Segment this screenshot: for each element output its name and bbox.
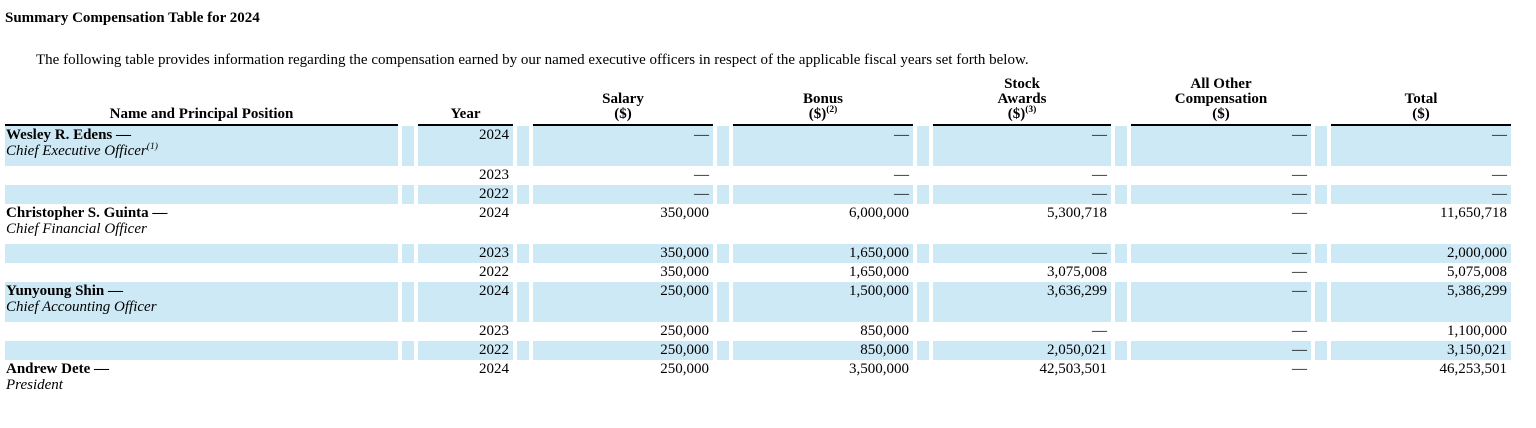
year-cell: 2023 bbox=[418, 244, 513, 263]
spacer-cell bbox=[917, 322, 929, 341]
spacer-cell bbox=[1115, 77, 1127, 126]
salary-cell: — bbox=[694, 167, 709, 183]
spacer-cell bbox=[1315, 360, 1327, 400]
exec-name-cell bbox=[5, 166, 398, 185]
all-other-compensation-cell: — bbox=[1292, 264, 1307, 280]
table-header-row bbox=[5, 77, 1511, 126]
spacer-cell bbox=[1115, 360, 1127, 400]
exec-name: Christopher S. Guinta — bbox=[6, 205, 168, 221]
table-row bbox=[5, 282, 1511, 322]
spacer-cell bbox=[1315, 185, 1327, 204]
spacer-cell bbox=[402, 341, 414, 360]
spacer-cell bbox=[1115, 166, 1127, 185]
spacer-cell bbox=[1315, 126, 1327, 166]
spacer-cell bbox=[402, 166, 414, 185]
exec-name-cell bbox=[5, 360, 398, 400]
bonus-cell: 3,500,000 bbox=[849, 361, 909, 377]
total-cell: — bbox=[1331, 185, 1511, 204]
spacer-cell bbox=[717, 360, 729, 400]
spacer-cell bbox=[717, 282, 729, 322]
spacer-cell bbox=[402, 322, 414, 341]
spacer-cell bbox=[717, 341, 729, 360]
salary-cell: 350,000 bbox=[660, 205, 709, 221]
all-other-compensation-cell: — bbox=[1131, 185, 1311, 204]
col-header-stock-awards: Stock Awards ($)$^{(3)}$ bbox=[933, 77, 1111, 126]
spacer-cell bbox=[1115, 263, 1127, 282]
spacer-cell bbox=[717, 185, 729, 204]
all-other-compensation-cell: — bbox=[1131, 126, 1311, 166]
year-cell: 2022 bbox=[418, 185, 513, 204]
col-header-name: Name and Principal Position bbox=[5, 77, 398, 126]
spacer-cell bbox=[1315, 244, 1327, 263]
total-cell: 11,650,718 bbox=[1440, 205, 1507, 221]
exec-title: President bbox=[6, 377, 63, 393]
spacer-cell bbox=[517, 185, 529, 204]
year-cell: 2024 bbox=[479, 205, 509, 221]
spacer-cell bbox=[717, 263, 729, 282]
stock-awards-cell: — bbox=[1092, 323, 1107, 339]
footnote-marker: (3) bbox=[1025, 105, 1037, 115]
stock-awards-cell: — bbox=[1092, 167, 1107, 183]
spacer-cell bbox=[517, 77, 529, 126]
exec-title: Chief Accounting Officer bbox=[6, 299, 157, 315]
table-row bbox=[5, 263, 1511, 282]
year-cell: 2024 bbox=[479, 361, 509, 377]
spacer-cell bbox=[917, 244, 929, 263]
spacer-cell bbox=[1115, 185, 1127, 204]
exec-title: Chief Executive Officer$^{(1)}$ bbox=[6, 142, 158, 159]
spacer-cell bbox=[717, 244, 729, 263]
total-cell: 5,075,008 bbox=[1447, 264, 1507, 280]
spacer-cell bbox=[917, 263, 929, 282]
spacer-cell bbox=[917, 185, 929, 204]
spacer-cell bbox=[917, 77, 929, 126]
table-row bbox=[5, 322, 1511, 341]
spacer-cell bbox=[917, 204, 929, 244]
spacer-cell bbox=[402, 360, 414, 400]
salary-cell: 250,000 bbox=[660, 361, 709, 377]
col-header-bonus: Bonus ($)$^{(2)}$ bbox=[733, 77, 913, 126]
exec-name-cell bbox=[5, 244, 398, 263]
salary-cell: — bbox=[533, 126, 713, 166]
spacer-cell bbox=[917, 341, 929, 360]
salary-cell: 250,000 bbox=[533, 282, 713, 322]
table-row bbox=[5, 341, 1511, 360]
spacer-cell bbox=[1315, 322, 1327, 341]
all-other-compensation-cell: — bbox=[1292, 361, 1307, 377]
spacer-cell bbox=[402, 204, 414, 244]
bonus-cell: 850,000 bbox=[733, 341, 913, 360]
year-cell: 2022 bbox=[418, 341, 513, 360]
bonus-cell: 1,500,000 bbox=[733, 282, 913, 322]
spacer-cell bbox=[1115, 322, 1127, 341]
exec-title: Chief Financial Officer bbox=[6, 221, 147, 237]
exec-name-cell bbox=[5, 126, 398, 166]
stock-awards-cell: — bbox=[933, 244, 1111, 263]
spacer-cell bbox=[517, 166, 529, 185]
exec-name-cell bbox=[5, 341, 398, 360]
spacer-cell bbox=[1115, 341, 1127, 360]
all-other-compensation-cell: — bbox=[1131, 341, 1311, 360]
exec-name: Andrew Dete — bbox=[6, 361, 110, 377]
spacer-cell bbox=[517, 126, 529, 166]
exec-name-cell bbox=[5, 204, 398, 244]
spacer-cell bbox=[517, 341, 529, 360]
exec-name-cell bbox=[5, 263, 398, 282]
stock-awards-cell: 2,050,021 bbox=[933, 341, 1111, 360]
total-cell: — bbox=[1331, 126, 1511, 166]
spacer-cell bbox=[517, 204, 529, 244]
salary-cell: 350,000 bbox=[533, 244, 713, 263]
footnote-marker: (2) bbox=[826, 105, 838, 115]
all-other-compensation-cell: — bbox=[1292, 323, 1307, 339]
spacer-cell bbox=[1115, 126, 1127, 166]
total-cell: 1,100,000 bbox=[1447, 323, 1507, 339]
bonus-cell: — bbox=[733, 126, 913, 166]
stock-awards-cell: 42,503,501 bbox=[1039, 361, 1107, 377]
spacer-cell bbox=[717, 322, 729, 341]
spacer-cell bbox=[717, 204, 729, 244]
total-cell: 46,253,501 bbox=[1439, 361, 1507, 377]
spacer-cell bbox=[517, 360, 529, 400]
all-other-compensation-cell: — bbox=[1292, 167, 1307, 183]
document-title: Summary Compensation Table for 2024 bbox=[5, 10, 260, 26]
year-cell: 2023 bbox=[479, 167, 509, 183]
spacer-cell bbox=[1115, 204, 1127, 244]
all-other-compensation-cell: — bbox=[1131, 282, 1311, 322]
spacer-cell bbox=[1315, 263, 1327, 282]
salary-cell: 250,000 bbox=[660, 323, 709, 339]
col-header-all-other-compensation: All Other Compensation ($) bbox=[1131, 77, 1311, 126]
salary-cell: 250,000 bbox=[533, 341, 713, 360]
spacer-cell bbox=[717, 166, 729, 185]
table-row bbox=[5, 360, 1511, 400]
spacer-cell bbox=[517, 322, 529, 341]
year-cell: 2023 bbox=[479, 323, 509, 339]
spacer-cell bbox=[517, 282, 529, 322]
spacer-cell bbox=[1115, 244, 1127, 263]
spacer-cell bbox=[1315, 341, 1327, 360]
salary-cell: 350,000 bbox=[660, 264, 709, 280]
spacer-cell bbox=[1115, 282, 1127, 322]
spacer-cell bbox=[917, 360, 929, 400]
salary-cell: — bbox=[533, 185, 713, 204]
spacer-cell bbox=[917, 126, 929, 166]
spacer-cell bbox=[402, 185, 414, 204]
spacer-cell bbox=[517, 263, 529, 282]
exec-name-cell bbox=[5, 282, 398, 322]
bonus-cell: 1,650,000 bbox=[849, 264, 909, 280]
stock-awards-cell: 3,075,008 bbox=[1047, 264, 1107, 280]
all-other-compensation-cell: — bbox=[1131, 244, 1311, 263]
spacer-cell bbox=[517, 244, 529, 263]
table-row bbox=[5, 166, 1511, 185]
bonus-cell: 6,000,000 bbox=[849, 205, 909, 221]
intro-paragraph: The following table provides information regarding the compensation earned by our named executive officers in respect of the applicable fiscal years set forth below. bbox=[36, 52, 1029, 68]
spacer-cell bbox=[1315, 77, 1327, 126]
bonus-cell: — bbox=[894, 167, 909, 183]
col-header-salary: Salary ($) bbox=[533, 77, 713, 126]
total-cell: — bbox=[1492, 167, 1507, 183]
table-row bbox=[5, 185, 1511, 204]
col-header-year: Year bbox=[418, 77, 513, 126]
table-row bbox=[5, 204, 1511, 244]
spacer-cell bbox=[402, 126, 414, 166]
summary-compensation-table bbox=[1, 77, 1515, 400]
table-row bbox=[5, 244, 1511, 263]
spacer-cell bbox=[717, 77, 729, 126]
bonus-cell: 850,000 bbox=[860, 323, 909, 339]
spacer-cell bbox=[402, 244, 414, 263]
footnote-marker: (1) bbox=[146, 142, 158, 152]
spacer-cell bbox=[402, 77, 414, 126]
exec-name: Wesley R. Edens — bbox=[6, 127, 132, 143]
spacer-cell bbox=[1315, 282, 1327, 322]
spacer-cell bbox=[1315, 166, 1327, 185]
year-cell: 2024 bbox=[418, 282, 513, 322]
spacer-cell bbox=[717, 126, 729, 166]
spacer-cell bbox=[917, 282, 929, 322]
spacer-cell bbox=[402, 263, 414, 282]
year-cell: 2022 bbox=[479, 264, 509, 280]
spacer-cell bbox=[1315, 204, 1327, 244]
year-cell: 2024 bbox=[418, 126, 513, 166]
total-cell: 3,150,021 bbox=[1331, 341, 1511, 360]
exec-name-cell bbox=[5, 322, 398, 341]
spacer-cell bbox=[402, 282, 414, 322]
total-cell: 5,386,299 bbox=[1331, 282, 1511, 322]
total-cell: 2,000,000 bbox=[1331, 244, 1511, 263]
col-header-total: Total ($) bbox=[1331, 77, 1511, 126]
stock-awards-cell: — bbox=[933, 185, 1111, 204]
bonus-cell: — bbox=[733, 185, 913, 204]
spacer-cell bbox=[917, 166, 929, 185]
table-row bbox=[5, 126, 1511, 166]
all-other-compensation-cell: — bbox=[1292, 205, 1307, 221]
bonus-cell: 1,650,000 bbox=[733, 244, 913, 263]
stock-awards-cell: 5,300,718 bbox=[1047, 205, 1107, 221]
stock-awards-cell: — bbox=[933, 126, 1111, 166]
exec-name: Yunyoung Shin — bbox=[6, 283, 124, 299]
stock-awards-cell: 3,636,299 bbox=[933, 282, 1111, 322]
exec-name-cell bbox=[5, 185, 398, 204]
